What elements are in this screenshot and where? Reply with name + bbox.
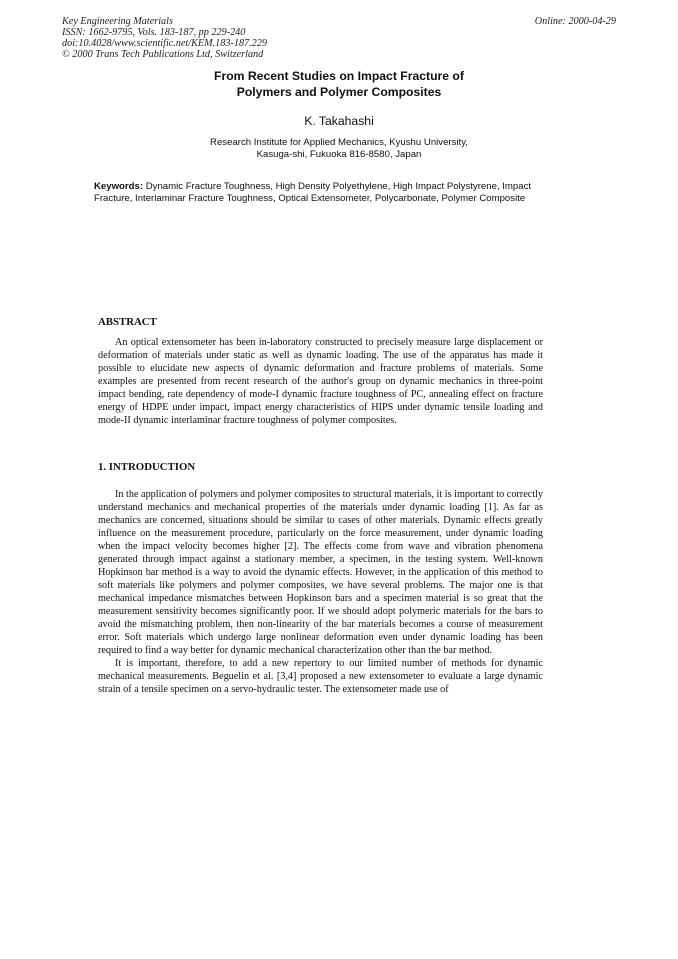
publication-header <box>62 16 267 60</box>
journal-name: Key Engineering Materials <box>62 16 173 27</box>
paper-title <box>0 69 678 100</box>
abstract-paragraph: An optical extensometer has been in-laboratory constructed to precisely measure large displacement or deformation of materials under static as well as dynamic loading. The use of the apparatus has made it possible to elucidate new aspects of dynamic deformation and fracture problems of materials. Some examples are presented from recent research of the author's group on dynamic mechanics in three-point impact bending, rate dependency of mode-I dynamic fracture toughness of PC, annealing effect on fracture energy of HDPE under impact, impact energy characteristics of HIPS under dynamic tensile loading and mode-II dynamic interlaminar fracture toughness of polymer composites. <box>98 337 543 426</box>
abstract-heading: ABSTRACT <box>98 316 157 328</box>
affiliation-line-1: Research Institute for Applied Mechanics, Kyushu University, <box>210 137 468 148</box>
introduction-paragraph-1: In the application of polymers and polymer composites to structural materials, it is important to correctly understand mechanics and mechanical properties of the materials under dynamic loading [1]. As far as mechanics are concerned, situations should be similar to cases of other materials. Dynamic effects greatly influence on the measurement procedure, particularly on the force measurement, under dynamic loading when the impact velocity becomes higher [2]. The effects come from wave and vibration phenomena generated through impact against a stationary member, a specimen, in the testing system. Well-known Hopkinson bar method is a way to avoid the dynamic effects. However, in the application of this method to soft materials like polymers and polymer composites, we have several problems. The major one is that mechanical impedance mismatches between Hopkinson bars and a specimen material is so great that the measurement sensitivity becomes significantly poor. If we should adopt polymeric materials for the bars to avoid the mismatching problem, then non-linearity of the bar materials becomes a course of measurement error. Soft materials which undergo large nonlinear deformation even under dynamic loading has been required to find a way better for dynamic mechanical characterization other than the bar method. <box>98 489 543 656</box>
copyright-line: © 2000 Trans Tech Publications Ltd, Switzerland <box>62 49 264 61</box>
affiliation <box>0 137 678 161</box>
title-line-2: Polymers and Polymer Composites <box>236 84 442 99</box>
keywords-text: Dynamic Fracture Toughness, High Density Polyethylene, High Impact Polystyrene, Impact Fracture, Interlaminar Fracture Toughness, Optical Extensometer, Polycarbonate, Polymer Composite <box>94 181 532 205</box>
affiliation-line-2: Kasuga-shi, Fukuoka 816-8580, Japan <box>256 149 422 160</box>
abstract-body <box>98 336 543 427</box>
online-date: Online: 2000-04-29 <box>534 16 616 27</box>
keywords-label: Keywords: <box>94 181 144 192</box>
keywords-block <box>94 181 554 206</box>
introduction-body <box>98 488 543 696</box>
introduction-paragraph-2: It is important, therefore, to add a new repertory to our limited number of methods for dynamic mechanical measurements. Beguelin et al. [3,4] proposed a new extensometer to evaluate a large dynamic strain of a tensile specimen on a servo-hydraulic tester. The extensometer made use of <box>98 658 543 695</box>
doi-line: doi:10.4028/www.scientific.net/KEM.183-187.229 <box>62 38 267 50</box>
author-name: K. Takahashi <box>304 114 374 128</box>
introduction-heading: 1. INTRODUCTION <box>98 461 196 473</box>
issn-line: ISSN: 1662-9795, Vols. 183-187, pp 229-240 <box>62 27 246 39</box>
title-line-1: From Recent Studies on Impact Fracture of <box>214 69 464 83</box>
